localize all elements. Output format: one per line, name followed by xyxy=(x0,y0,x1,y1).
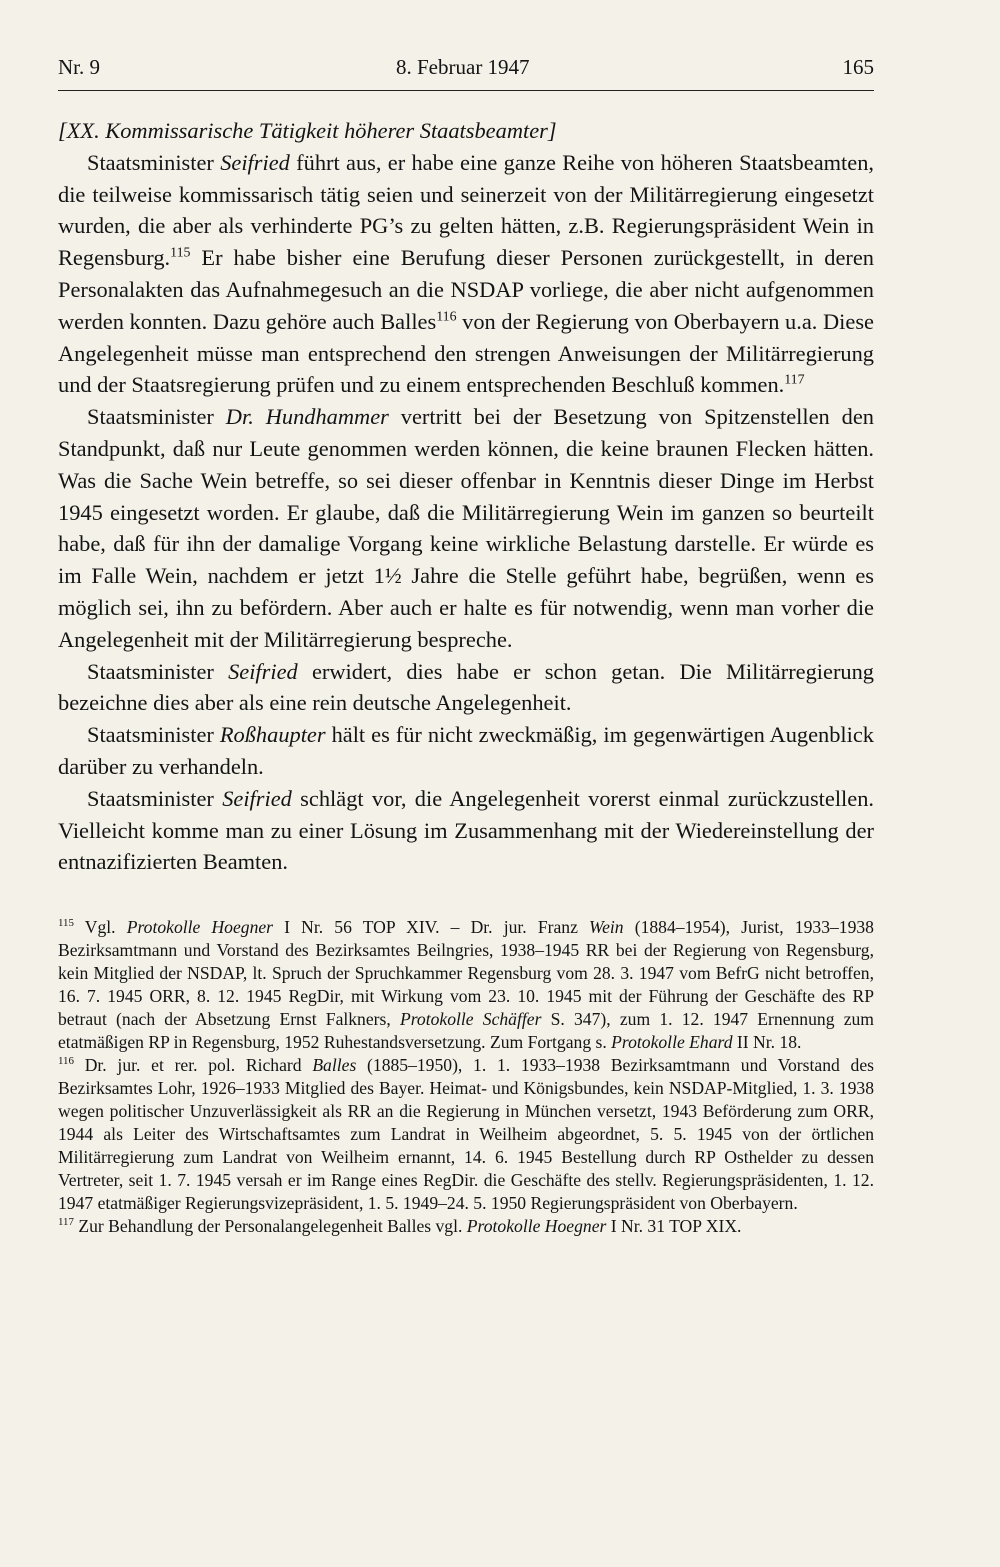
text-run: führt aus, er habe eine ganze Reihe von höheren Staatsbeamten, die teilweise kommissarisch tätig seien und seinerzeit von der Militärregierung eingesetzt wurden, die aber als verhinderte PG’s zu gelten hätten, z.B. Regierungspräsident Wein in Regensburg. xyxy=(58,149,874,271)
footnote xyxy=(58,1215,874,1238)
footnote-ref[interactable]: 115 xyxy=(170,245,191,261)
meeting-date: 8. Februar 1947 xyxy=(396,55,530,79)
italic-text: Protokolle Hoegner xyxy=(466,1216,607,1237)
italic-text: Protokolle Hoegner xyxy=(126,917,274,938)
section-title: [XX. Kommissarische Tätigkeit höherer Staatsbeamter] xyxy=(58,118,557,143)
text-run: (1885–1950), 1. 1. 1933–1938 Bezirksamtmann und Vorstand des Bezirksamtes Lohr, 1926–1933 Mitglied des Bayer. Heimat- und Königsbundes, kein NSDAP-Mitglied, 1. 3. 1938 wegen politischer Unzuverlässigkeit als RR an die Regierung in München versetzt, 1943 Beförderung zum ORR, 1944 als Leiter des Wirtschaftsamtes zum Landrat in Weilheim abgeordnet, 5. 5. 1945 von der örtlichen Militärregierung zum Landrat von Weilheim ernannt, 14. 6. 1945 Bestellung durch RP Osthelder zu dessen Vertreter, seit 1. 7. 1945 versah er im Range eines RegDir. die Geschäfte des stellv. Regierungspräsidenten, 1. 12. 1947 etatmäßiger Regierungsvizepräsident, 1. 5. 1949–24. 5. 1950 Regierungspräsident von Oberbayern. xyxy=(58,1055,874,1214)
text-run: Vgl. xyxy=(73,917,127,938)
body-paragraph xyxy=(58,656,874,720)
footnote-number: 116 xyxy=(58,1055,74,1068)
text-run: (1884–1954), Jurist, 1933–1938 Bezirksamtmann und Vorstand des Bezirksamtes Beilngries, 1938–1945 RR bei der Regierung von Regensburg, kein Mitglied der NSDAP, lt. Spruch der Spruchkammer Regensburg vom 28. 3. 1947 vom BefrG nicht betroffen, 16. 7. 1945 ORR, 8. 12. 1945 RegDir, mit Wirkung vom 23. 10. 1945 mit der Führung der Geschäfte des RP betraut (nach der Absetzung Ernst Falkners, xyxy=(58,917,874,1030)
text-run: von der Regierung von Oberbayern u.a. Diese Angelegenheit müsse man entsprechend den strengen Anweisungen der Militärregierung und der Staatsregierung prüfen und zu einem entsprechenden Beschluß kommen. xyxy=(58,308,874,398)
text-run: I Nr. 31 TOP XIX. xyxy=(606,1216,742,1237)
issue-number: Nr. 9 xyxy=(58,55,100,79)
text-run: Staatsminister xyxy=(87,149,221,175)
text-run: Dr. jur. et rer. pol. Richard xyxy=(73,1055,313,1076)
text-run: II Nr. 18. xyxy=(732,1032,802,1053)
body-paragraph xyxy=(58,147,874,401)
italic-text: Seifried xyxy=(220,149,290,175)
italic-text: Protokolle Ehard xyxy=(611,1032,733,1053)
page-number: 165 xyxy=(842,55,874,79)
footnote xyxy=(58,1054,874,1215)
text-run: Staatsminister xyxy=(87,404,226,430)
italic-text: Seifried xyxy=(228,658,298,684)
text-run: Er habe bisher eine Berufung dieser Personen zurückgestellt, in deren Personalakten das Aufnahmegesuch an die NSDAP vorliege, die aber nicht aufgenommen werden konnten. Dazu gehöre auch Balles xyxy=(58,245,874,334)
footnotes xyxy=(58,916,874,1238)
italic-text: Seifried xyxy=(222,785,292,811)
footnote-ref[interactable]: 116 xyxy=(436,309,457,325)
text-run: Zur Behandlung der Personalangelegenheit Balles vgl. xyxy=(73,1216,467,1237)
document-page xyxy=(58,52,874,1238)
running-head xyxy=(58,52,874,91)
text-run: erwidert, dies habe er schon getan. Die Militärregierung bezeichne dies aber als eine rein deutsche Angelegenheit. xyxy=(58,658,874,716)
paragraph-list xyxy=(58,147,874,878)
body-paragraph xyxy=(58,783,874,878)
text-run: Staatsminister xyxy=(87,658,229,684)
italic-text: Balles xyxy=(312,1055,357,1076)
text-run: hält es für nicht zweckmäßig, im gegenwärtigen Augenblick darüber zu verhandeln. xyxy=(58,722,874,779)
body-text xyxy=(58,115,874,878)
italic-text: Dr. Hundhammer xyxy=(225,404,389,430)
text-run: S. 347), zum 1. 12. 1947 Ernennung zum etatmäßigen RP in Regensburg, 1952 Ruhestandsversetzung. Zum Fortgang s. xyxy=(58,1009,874,1053)
footnote-number: 117 xyxy=(58,1216,74,1229)
footnote-number: 115 xyxy=(58,917,74,930)
text-run: I Nr. 56 TOP XIV. – Dr. jur. Franz xyxy=(273,917,590,938)
italic-text: Roßhaupter xyxy=(219,722,326,748)
footnote xyxy=(58,916,874,1054)
footnote-ref[interactable]: 117 xyxy=(784,372,805,388)
text-run: schlägt vor, die Angelegenheit vorerst einmal zurückzustellen. Vielleicht komme man zu einer Lösung im Zusammenhang mit der Wiedereinstellung der entnazifizierten Beamten. xyxy=(58,785,874,875)
text-run: vertritt bei der Besetzung von Spitzenstellen den Standpunkt, daß nur Leute genommen werden können, die keine braunen Flecken hätten. Was die Sache Wein betreffe, so sei dieser offenbar in Kenntnis dieser Dinge im Herbst 1945 eingesetzt worden. Er glaube, daß die Militärregierung Wein im ganzen so beurteilt habe, daß für ihn der damalige Vorgang keine wirkliche Belastung darstelle. Er würde es im Falle Wein, nachdem er jetzt 1½ Jahre die Stelle geführt habe, begrüßen, wenn es möglich sei, ihn zu befördern. Aber auch er halte es für notwendig, wenn man vorher die Angelegenheit mit der Militärregierung bespreche. xyxy=(58,404,874,652)
text-run: Staatsminister xyxy=(87,785,223,811)
body-paragraph xyxy=(58,719,874,783)
text-run: Staatsminister xyxy=(87,722,220,748)
italic-text: Wein xyxy=(589,917,624,938)
italic-text: Protokolle Schäffer xyxy=(399,1009,542,1030)
body-paragraph xyxy=(58,401,874,655)
